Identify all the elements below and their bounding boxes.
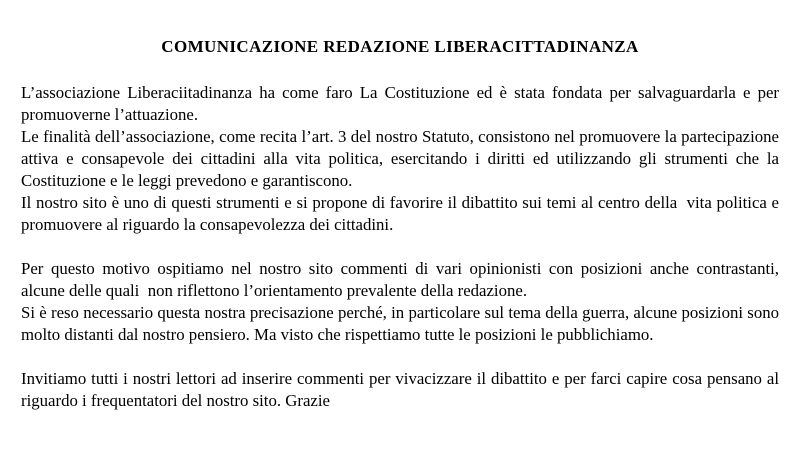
paragraph-site-purpose: Il nostro sito è uno di questi strumenti e si propone di favorire il dibattito sui temi al centro della vita politica e promuovere al riguardo la consapevolezza dei cittadini. (21, 193, 784, 234)
paragraph-war-positions: Si è reso necessario questa nostra precisazione perché, in particolare sul tema della guerra, alcune posizioni sono molto distanti dal nostro pensiero. Ma visto che rispettiamo tutte le posizioni le pubblichiamo. (21, 303, 788, 344)
paragraph-block-intro (21, 82, 784, 236)
paragraph-statute-goals: Le finalità dell’associazione, come recita l’art. 3 del nostro Statuto, consistono nel promuovere la partecipazione attiva e consapevole dei cittadini alla vita politica, esercitando i diritti ed utilizzando gli strumenti che la Costituzione e le leggi prevedono e garantiscono. (21, 127, 784, 190)
paragraph-block-invitation (21, 368, 784, 412)
page-title: COMUNICAZIONE REDAZIONE LIBERACITTADINANZA (161, 37, 639, 56)
paragraph-block-editorial-note (21, 258, 788, 346)
paragraph-opinions-disclaimer: Per questo motivo ospitiamo nel nostro sito commenti di vari opinionisti con posizioni anche contrastanti, alcune delle quali non riflettono l’orientamento prevalente della redazione. (21, 259, 784, 300)
paragraph-association-mission: L’associazione Liberaciitadinanza ha come faro La Costituzione ed è stata fondata per salvaguardarla e per promuoverne l’attuazione. (21, 83, 784, 124)
paragraph-reader-invitation: Invitiamo tutti i nostri lettori ad inserire commenti per vivacizzare il dibattito e per farci capire cosa pensano al riguardo i frequentatori del nostro sito. Grazie (21, 369, 784, 410)
